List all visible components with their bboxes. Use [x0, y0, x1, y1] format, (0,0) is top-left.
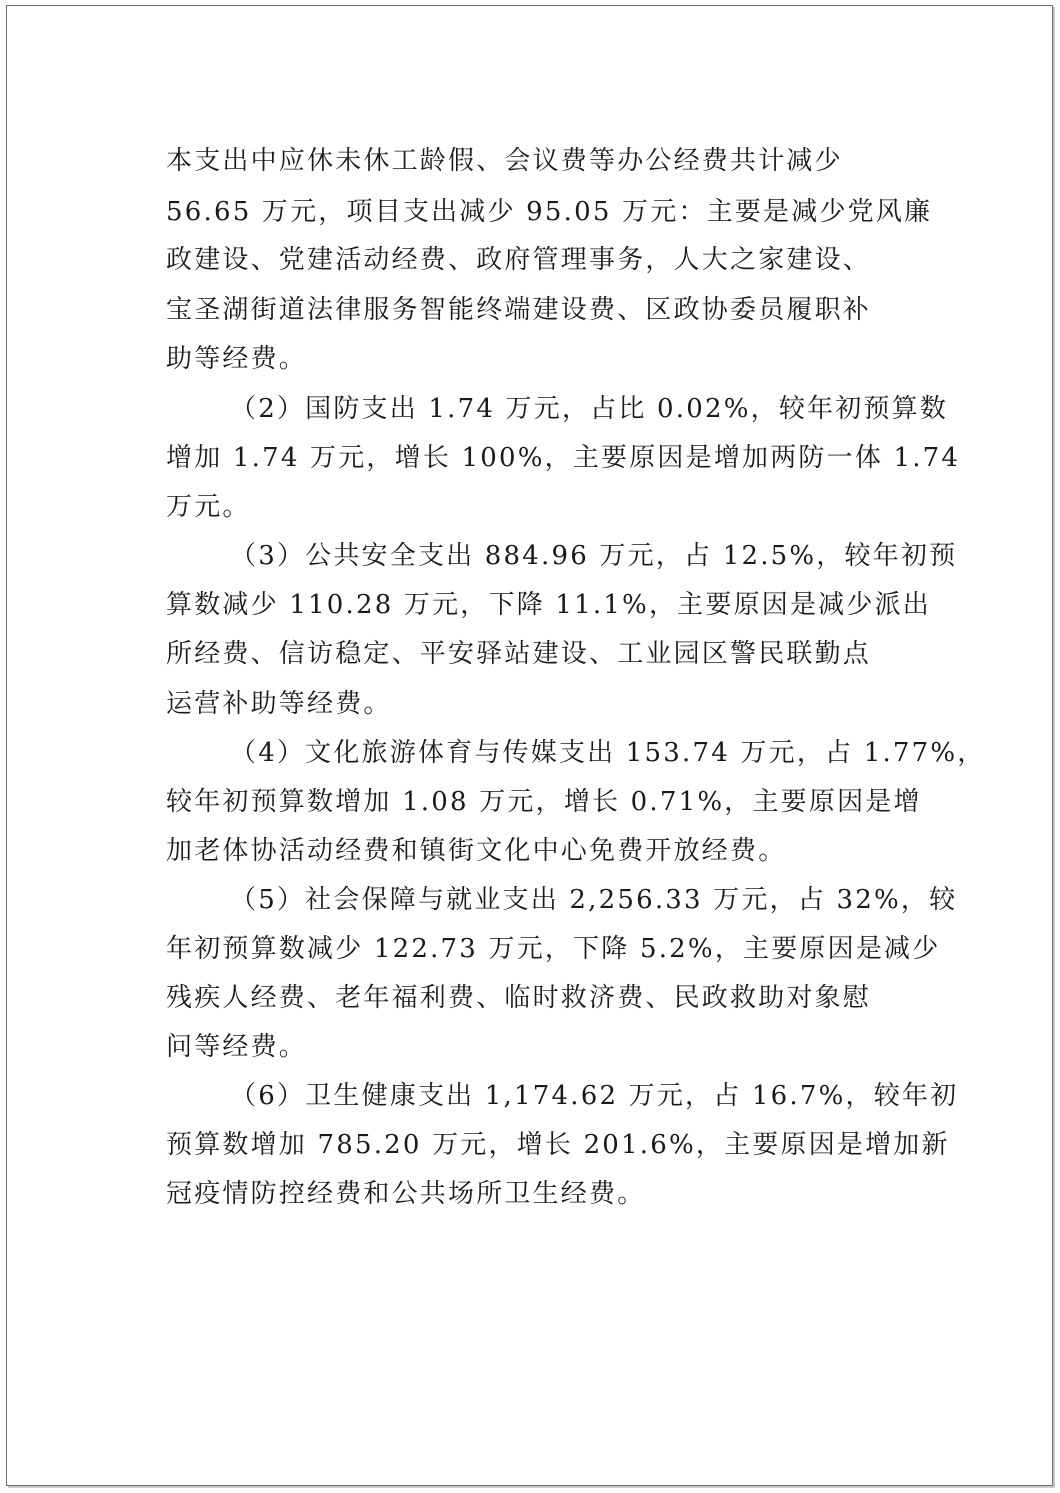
paragraph-1-line-3: 政建设、党建活动经费、政府管理事务，人大之家建设、: [166, 245, 872, 275]
paragraph-2-line-2: 增加 1.74 万元，增长 100%，主要原因是增加两防一体 1.74: [166, 443, 961, 473]
paragraph-5-line-3: 残疾人经费、老年福利费、临时救济费、民政救助对象慰: [166, 983, 872, 1013]
paragraph-3-line-3: 所经费、信访稳定、平安驿站建设、工业园区警民联勤点: [166, 639, 872, 669]
paragraph-2-line-1: （2）国防支出 1.74 万元，占比 0.02%，较年初预算数: [230, 394, 949, 424]
paragraph-6-line-2: 预算数增加 785.20 万元，增长 201.6%，主要原因是增加新: [166, 1130, 950, 1160]
paragraph-2-line-3: 万元。: [166, 492, 251, 522]
paragraph-5-line-2: 年初预算数减少 122.73 万元，下降 5.2%，主要原因是减少: [166, 934, 941, 964]
paragraph-6-line-1: （6）卫生健康支出 1,174.62 万元，占 16.7%，较年初: [230, 1081, 959, 1111]
paragraph-1-line-5: 助等经费。: [166, 344, 308, 374]
paragraph-1-line-1: 本支出中应休未休工龄假、会议费等办公经费共计减少: [166, 146, 843, 176]
paragraph-4-line-3: 加老体协活动经费和镇街文化中心免费开放经费。: [166, 836, 787, 866]
paragraph-3-line-2: 算数减少 110.28 万元，下降 11.1%，主要原因是减少派出: [166, 590, 931, 620]
paragraph-4-line-2: 较年初预算数增加 1.08 万元，增长 0.71%，主要原因是增: [166, 787, 922, 817]
paragraph-1-line-4: 宝圣湖街道法律服务智能终端建设费、区政协委员履职补: [166, 295, 872, 325]
paragraph-1-line-2: 56.65 万元，项目支出减少 95.05 万元：主要是减少党风廉: [166, 197, 933, 227]
paragraph-5-line-4: 问等经费。: [166, 1032, 308, 1062]
paragraph-3-line-4: 运营补助等经费。: [166, 689, 392, 719]
paragraph-4-line-1: （4）文化旅游体育与传媒支出 153.74 万元，占 1.77%，: [230, 738, 986, 768]
paragraph-3-line-1: （3）公共安全支出 884.96 万元，占 12.5%，较年初预: [230, 541, 958, 571]
paragraph-6-line-3: 冠疫情防控经费和公共场所卫生经费。: [166, 1179, 646, 1209]
paragraph-5-line-1: （5）社会保障与就业支出 2,256.33 万元，占 32%，较: [230, 885, 958, 915]
